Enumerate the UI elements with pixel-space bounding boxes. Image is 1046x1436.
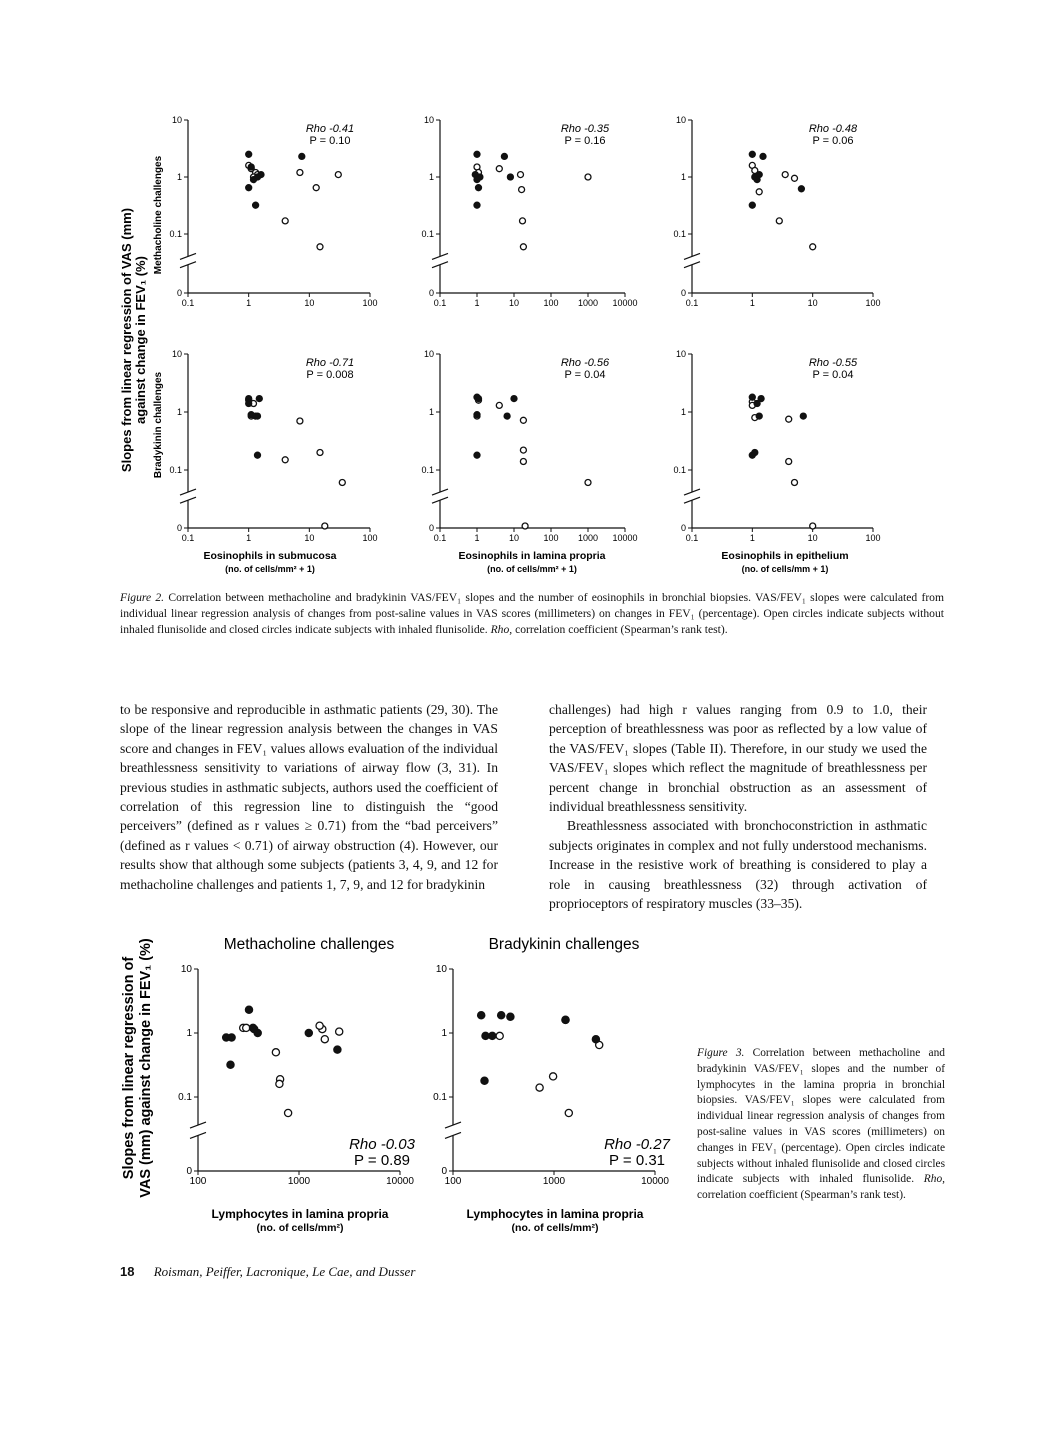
open-circle-point: [282, 457, 288, 463]
closed-circle-point: [749, 394, 755, 400]
figure-2-caption: [120, 590, 944, 638]
x-tick-label: 100: [362, 298, 378, 308]
y-tick-label: 0: [680, 288, 686, 298]
y-tick-label: 0: [441, 1166, 447, 1177]
p-value-label: P = 0.04: [564, 369, 606, 381]
x-tick-label: 10: [508, 533, 520, 543]
figure-2: [0, 0, 1046, 600]
p-value-label: P = 0.04: [812, 369, 854, 381]
panel-title: Bradykinin challenges: [488, 936, 640, 953]
closed-circle-point: [256, 396, 262, 402]
closed-circle-point: [334, 1046, 341, 1053]
y-tick-label: 0: [428, 523, 434, 533]
closed-circle-point: [474, 412, 480, 418]
figure-2-caption-tail: correlation coefficient (Spearman’s rank test).: [515, 623, 728, 636]
x-tick-label: 100: [362, 533, 378, 543]
fig3-ylabel-line2: VAS (mm) against change in FEV₁ (%): [138, 938, 154, 1198]
page-number: 18: [120, 1264, 135, 1279]
open-circle-point: [792, 480, 798, 486]
closed-circle-point: [756, 172, 762, 178]
x-tick-label: 10000: [641, 1176, 669, 1187]
y-tick-label: 0.1: [169, 229, 182, 239]
open-circle-point: [550, 1073, 557, 1080]
fig3-xunit-left: (no. of cells/mm²): [256, 1222, 344, 1234]
closed-circle-point: [474, 202, 480, 208]
x-tick-label: 1000: [577, 298, 599, 308]
open-circle-point: [776, 218, 782, 224]
fig3-xunit-right: (no. of cells/mm²): [511, 1222, 599, 1234]
closed-circle-point: [228, 1034, 235, 1041]
closed-circle-point: [507, 174, 513, 180]
y-tick-label: 0.1: [673, 229, 686, 239]
open-circle-point: [792, 175, 798, 181]
fig3-xlabel-right: Lymphocytes in lamina propria: [466, 1207, 644, 1221]
body-left-paragraph: to be responsive and reproducible in asthmatic patients (29, 30). The slope of the linear regression analysis between the changes in VAS score and changes in FEV₁ values allows evaluation of the individual breathlessness sensitivity to variations of airway flow (3, 31). In previous studies in asthmatic subjects, authors used the coefficient of correlation of this regression line to distinguish the “good perceivers” (defined as r values ≥ 0.71) from the “bad perceivers” (defined as r values < 0.71) of airway obstruction (4). However, our results show that although some subjects (patients 3, 4, 9, and 12 for methacholine challenges and patients 1, 7, 9, and 12 for bradykinin: [120, 702, 498, 892]
x-tick-label: 1: [246, 298, 252, 308]
y-tick-label: 1: [428, 172, 434, 182]
panel-methacholine-submucosa: [169, 115, 377, 308]
y-tick-label: 0: [176, 288, 182, 298]
y-tick-label: 0.1: [421, 465, 434, 475]
x-tick-label: 10000: [612, 298, 638, 308]
panel-title: Methacholine challenges: [223, 936, 395, 953]
y-tick-label: 1: [680, 172, 686, 182]
rho-label: Rho -0.56: [560, 357, 610, 369]
closed-circle-point: [749, 151, 755, 157]
x-tick-label: 1: [474, 533, 480, 543]
open-circle-point: [321, 1036, 328, 1043]
x-tick-label: 0.1: [685, 533, 699, 543]
y-tick-label: 10: [171, 115, 182, 125]
p-value-label: P = 0.06: [812, 135, 854, 147]
closed-circle-point: [255, 452, 261, 458]
y-tick-label: 10: [675, 349, 686, 359]
open-circle-point: [585, 480, 591, 486]
open-circle-point: [522, 523, 528, 529]
open-circle-point: [520, 447, 526, 453]
y-tick-label: 10: [423, 115, 434, 125]
figure-3-caption-lead: Figure 3.: [697, 1047, 745, 1059]
closed-circle-point: [498, 1012, 505, 1019]
closed-circle-point: [749, 202, 755, 208]
p-value-label: P = 0.89: [353, 1152, 411, 1169]
closed-circle-point: [562, 1016, 569, 1023]
closed-circle-point: [253, 202, 259, 208]
x-tick-label: 1000: [287, 1176, 311, 1187]
open-circle-point: [317, 450, 323, 456]
closed-circle-point: [474, 452, 480, 458]
y-tick-label: 10: [180, 964, 192, 975]
closed-circle-point: [474, 151, 480, 157]
y-tick-label: 1: [680, 407, 686, 417]
closed-circle-point: [254, 1029, 261, 1036]
open-circle-point: [317, 244, 323, 250]
open-circle-point: [520, 417, 526, 423]
p-value-label: P = 0.31: [608, 1152, 666, 1169]
rho-label: Rho -0.71: [305, 357, 355, 369]
xlabel-submucosa: Eosinophils in submucosa: [203, 550, 337, 562]
panel-bradykinin-submucosa: [169, 349, 377, 543]
figure-3-caption-rho: Rho,: [923, 1173, 945, 1186]
open-circle-point: [496, 1032, 503, 1039]
closed-circle-point: [481, 1077, 488, 1084]
figure-2-caption-rho: Rho,: [490, 623, 513, 636]
p-value-label: P = 0.10: [309, 135, 351, 147]
open-circle-point: [496, 402, 502, 408]
page-footer: [120, 1264, 415, 1280]
open-circle-point: [316, 1022, 323, 1029]
open-circle-point: [810, 523, 816, 529]
x-tick-label: 10: [304, 533, 315, 543]
closed-circle-point: [227, 1061, 234, 1068]
closed-circle-point: [246, 151, 252, 157]
xunit-epithelium: (no. of cells/mm + 1): [741, 564, 829, 574]
x-tick-label: 1: [246, 533, 252, 543]
x-tick-label: 100: [543, 298, 559, 308]
fig2-ylabel-outer: Slopes from linear regression of VAS (mm): [119, 207, 134, 473]
panel-methacholine-lamina-propria: [421, 115, 637, 308]
closed-circle-point: [756, 413, 762, 419]
footer-authors: Roisman, Peiffer, Lacronique, Le Cae, and Dusser: [153, 1264, 416, 1279]
open-circle-point: [297, 418, 303, 424]
open-circle-point: [786, 459, 792, 465]
body-right-paragraph-1: challenges) had high r values ranging from 0.9 to 1.0, their perception of breathlessness was poor as reflected by a low value of the VAS/FEV₁ slopes (Table II). Therefore, in our study we used the VAS/FEV₁ slopes which reflect the magnitude of breathlessness per percent change in bronchial obstruction as an assessment of individual breathlessness sensitivity.: [549, 702, 927, 815]
open-circle-point: [243, 1024, 250, 1031]
y-tick-label: 10: [171, 349, 182, 359]
fig3-xlabel-left: Lymphocytes in lamina propria: [211, 1207, 389, 1221]
x-tick-label: 10: [807, 298, 818, 308]
row-label-methacholine: Methacholine challenges: [153, 155, 164, 275]
figure-3-caption-tail: correlation coefficient (Spearman’s rank test).: [697, 1189, 906, 1202]
open-circle-point: [272, 1049, 279, 1056]
x-tick-label: 0.1: [433, 533, 447, 543]
rho-label: Rho -0.41: [305, 123, 355, 135]
closed-circle-point: [501, 153, 507, 159]
x-tick-label: 1000: [577, 533, 599, 543]
open-circle-point: [756, 189, 762, 195]
p-value-label: P = 0.16: [564, 135, 606, 147]
closed-circle-point: [255, 413, 261, 419]
open-circle-point: [520, 244, 526, 250]
p-value-label: P = 0.008: [306, 369, 354, 381]
x-tick-label: 10: [304, 298, 315, 308]
rho-label: Rho -0.35: [560, 123, 610, 135]
fig2-ylabel-inner: against change in FEV₁ (%): [133, 256, 148, 424]
closed-circle-point: [507, 1013, 514, 1020]
y-tick-label: 10: [675, 115, 686, 125]
closed-circle-point: [305, 1029, 312, 1036]
xunit-submucosa: (no. of cells/mm² + 1): [225, 564, 315, 574]
open-circle-point: [322, 523, 328, 529]
y-tick-label: 0.1: [673, 465, 686, 475]
open-circle-point: [496, 166, 502, 172]
y-tick-label: 0.1: [421, 229, 434, 239]
closed-circle-point: [246, 401, 252, 407]
open-circle-point: [565, 1109, 572, 1116]
x-tick-label: 100: [865, 298, 881, 308]
open-circle-point: [518, 172, 524, 178]
closed-circle-point: [800, 413, 806, 419]
closed-circle-point: [798, 186, 804, 192]
body-left-column: [120, 700, 498, 894]
open-circle-point: [335, 172, 341, 178]
y-tick-label: 0.1: [178, 1092, 192, 1103]
closed-circle-point: [752, 450, 758, 456]
body-right-paragraph-2: Breathlessness associated with bronchoconstriction in asthmatic subjects originates in complex and not fully understood mechanisms. Increase in the resistive work of breathing is considered to play a role in causing breathlessness (32) through activation of proprioceptors of respiratory muscles (33–35).: [549, 818, 927, 912]
open-circle-point: [276, 1080, 283, 1087]
open-circle-point: [536, 1084, 543, 1091]
x-tick-label: 100: [189, 1176, 207, 1187]
figure-2-caption-body: Correlation between methacholine and bradykinin VAS/FEV₁ slopes and the number of eosinophils in bronchial biopsies. VAS/FEV₁ slopes were calculated from individual linear regression analysis of changes from post-saline values in VAS scores (millimeters) on changes in FEV₁ (percentage). Open circles indicate subjects without inhaled flunisolide and closed circles indicate subjects with inhaled flunisolide.: [120, 591, 944, 636]
y-tick-label: 1: [186, 1028, 192, 1039]
open-circle-point: [282, 218, 288, 224]
y-tick-label: 1: [176, 172, 182, 182]
x-tick-label: 100: [865, 533, 881, 543]
body-right-column: [549, 700, 927, 913]
rho-label: Rho -0.55: [808, 357, 858, 369]
panel-bradykinin-lymphocytes: [433, 936, 671, 1187]
open-circle-point: [585, 174, 591, 180]
rho-label: Rho -0.27: [604, 1136, 670, 1153]
open-circle-point: [339, 480, 345, 486]
fig3-ylabel-line1: Slopes from linear regression of: [121, 956, 137, 1180]
x-tick-label: 0.1: [685, 298, 699, 308]
x-tick-label: 0.1: [181, 533, 195, 543]
panel-bradykinin-lamina-propria: [421, 349, 637, 543]
y-tick-label: 10: [423, 349, 434, 359]
y-tick-label: 0.1: [433, 1092, 447, 1103]
closed-circle-point: [246, 185, 252, 191]
closed-circle-point: [511, 396, 517, 402]
x-tick-label: 1: [749, 298, 755, 308]
panel-bradykinin-epithelium: [673, 349, 880, 543]
closed-circle-point: [592, 1036, 599, 1043]
closed-circle-point: [760, 153, 766, 159]
y-tick-label: 0: [680, 523, 686, 533]
closed-circle-point: [482, 1032, 489, 1039]
closed-circle-point: [258, 172, 264, 178]
y-tick-label: 0: [186, 1166, 192, 1177]
y-tick-label: 1: [428, 407, 434, 417]
x-tick-label: 0.1: [433, 298, 447, 308]
y-tick-label: 1: [176, 407, 182, 417]
open-circle-point: [297, 170, 303, 176]
figure-2-caption-lead: Figure 2.: [120, 591, 165, 604]
open-circle-point: [520, 459, 526, 465]
closed-circle-point: [504, 413, 510, 419]
open-circle-point: [520, 218, 526, 224]
closed-circle-point: [248, 164, 254, 170]
closed-circle-point: [476, 185, 482, 191]
y-tick-label: 10: [435, 964, 447, 975]
closed-circle-point: [474, 177, 480, 183]
y-tick-label: 1: [441, 1028, 447, 1039]
x-tick-label: 1000: [542, 1176, 566, 1187]
open-circle-point: [782, 172, 788, 178]
open-circle-point: [313, 185, 319, 191]
x-tick-label: 1: [474, 298, 480, 308]
panel-methacholine-epithelium: [673, 115, 880, 308]
rho-label: Rho -0.03: [349, 1136, 415, 1153]
closed-circle-point: [299, 153, 305, 159]
xunit-lamina-propria: (no. of cells/mm² + 1): [487, 564, 577, 574]
x-tick-label: 0.1: [181, 298, 195, 308]
x-tick-label: 1: [749, 533, 755, 543]
closed-circle-point: [754, 401, 760, 407]
x-tick-label: 100: [543, 533, 559, 543]
y-tick-label: 0: [176, 523, 182, 533]
x-tick-label: 100: [444, 1176, 462, 1187]
xlabel-lamina-propria: Eosinophils in lamina propria: [458, 550, 606, 562]
xlabel-epithelium: Eosinophils in epithelium: [721, 550, 849, 562]
open-circle-point: [786, 416, 792, 422]
y-tick-label: 0.1: [169, 465, 182, 475]
x-tick-label: 10000: [386, 1176, 414, 1187]
open-circle-point: [285, 1109, 292, 1116]
closed-circle-point: [476, 396, 482, 402]
panel-methacholine-lymphocytes: [178, 936, 416, 1187]
figure-3-caption-body: Correlation between methacholine and bradykinin VAS/FEV₁ slopes and the number of lymphocytes in the lamina propria in bronchial biopsies. VAS/FEV₁ slopes were calculated from individual linear regression analysis of changes from post-saline values in VAS scores (millimeters) on changes in FEV₁ (percentage). Open circles indicate subjects without inhaled flunisolide and closed circles indicate subjects with inhaled flunisolide.: [697, 1047, 945, 1186]
y-tick-label: 0: [428, 288, 434, 298]
x-tick-label: 10: [508, 298, 520, 308]
rho-label: Rho -0.48: [808, 123, 858, 135]
x-tick-label: 10000: [612, 533, 638, 543]
open-circle-point: [810, 244, 816, 250]
closed-circle-point: [478, 1012, 485, 1019]
closed-circle-point: [489, 1032, 496, 1039]
open-circle-point: [336, 1028, 343, 1035]
figure-3-caption: [697, 1046, 945, 1204]
x-tick-label: 10: [807, 533, 818, 543]
row-label-bradykinin: Bradykinin challenges: [153, 371, 164, 479]
open-circle-point: [519, 187, 525, 193]
closed-circle-point: [245, 1006, 252, 1013]
